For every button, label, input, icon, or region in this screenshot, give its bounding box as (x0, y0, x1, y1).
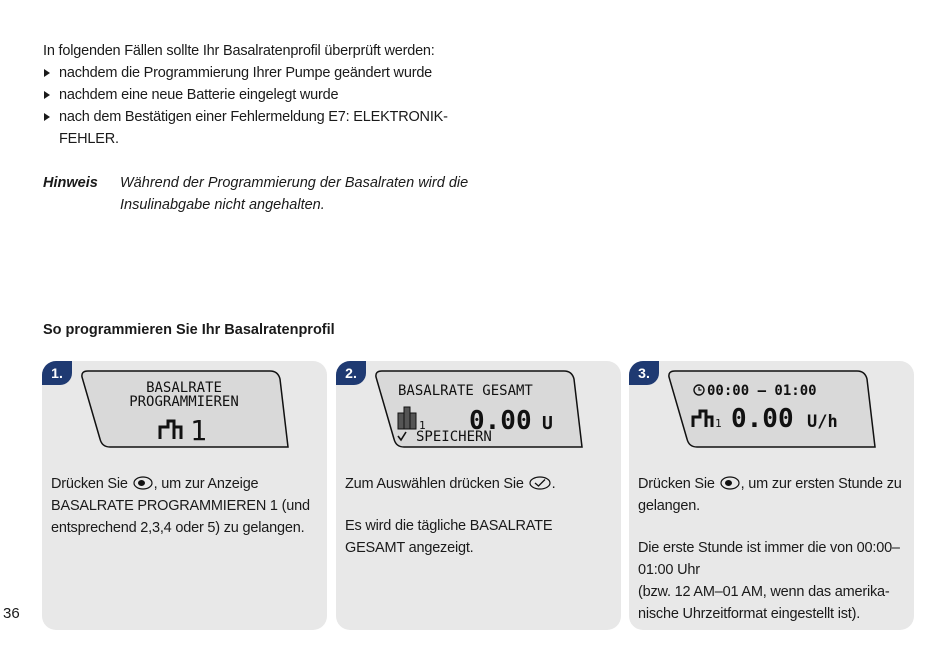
lcd-unit: U (542, 413, 553, 434)
note-label: Hinweis (43, 175, 98, 191)
step-card-2 (336, 361, 621, 630)
list-item: nach dem Bestätigen einer Fehlermeldung E7: ELEKTRONIK-FEHLER. (43, 106, 463, 150)
step-card-3 (629, 361, 914, 630)
triangle-bullet-icon (44, 113, 50, 121)
lcd-value: 0.00 (469, 406, 532, 436)
list-item: nachdem eine neue Batterie eingelegt wurde (43, 84, 463, 106)
triangle-bullet-icon (44, 69, 50, 77)
ok-button-icon (529, 476, 551, 490)
intro-lead: In folgenden Fällen sollte Ihr Basalratenprofil überprüft werden: (43, 43, 435, 59)
note-block (43, 172, 483, 216)
lcd-line3: SPEICHERN (416, 429, 492, 445)
menu-button-icon (133, 476, 153, 490)
lcd-screen (667, 369, 877, 449)
lcd-unit: U/h (807, 412, 838, 432)
step-card-1 (42, 361, 327, 630)
step-description: Drücken Sie , um zur Anzeige BASALRATE PROGRAMMIEREN 1 (und entsprechend 2,3,4 oder 5) zu gelangen. (51, 476, 310, 536)
step-description: Drücken Sie , um zur ersten Stunde zu gelangen. Die erste Stunde ist immer die von 00:00–01:00 Uhr (bzw. 12 AM–01 AM, wenn das amerika-nische Uhrzeitformat eingestellt ist). (638, 476, 902, 622)
section-title: So programmieren Sie Ihr Basalratenprofil (43, 322, 335, 338)
lcd-line2: PROGRAMMIEREN (129, 394, 239, 410)
lcd-display (374, 369, 584, 449)
lcd-screen (374, 369, 584, 449)
step-number: 3. (629, 361, 659, 385)
triangle-bullet-icon (44, 91, 50, 99)
page-number: 36 (3, 605, 20, 622)
menu-button-icon (720, 476, 740, 490)
list-item: nachdem die Programmierung Ihrer Pumpe geändert wurde (43, 62, 463, 84)
lcd-profile-number: 1 (190, 414, 207, 447)
intro-block (43, 40, 463, 150)
lcd-line1: BASALRATE GESAMT (398, 383, 533, 399)
step-number: 1. (42, 361, 72, 385)
lcd-line1: 00:00 – 01:00 (707, 383, 817, 399)
lcd-profile-number: 1 (419, 419, 426, 432)
note-text: Während der Programmierung der Basalraten wird die Insulinabgabe nicht angehalten. (120, 175, 469, 213)
step-description: Zum Auswählen drücken Sie . Es wird die tägliche BASALRATE GESAMT angezeigt. (345, 476, 556, 556)
intro-list (43, 62, 463, 150)
lcd-value: 0.00 (731, 404, 794, 434)
lcd-line1: BASALRATE (146, 380, 222, 396)
lcd-profile-number: 1 (715, 417, 722, 430)
lcd-display (667, 369, 877, 449)
lcd-screen (80, 369, 290, 449)
step-number: 2. (336, 361, 366, 385)
lcd-display (80, 369, 290, 449)
